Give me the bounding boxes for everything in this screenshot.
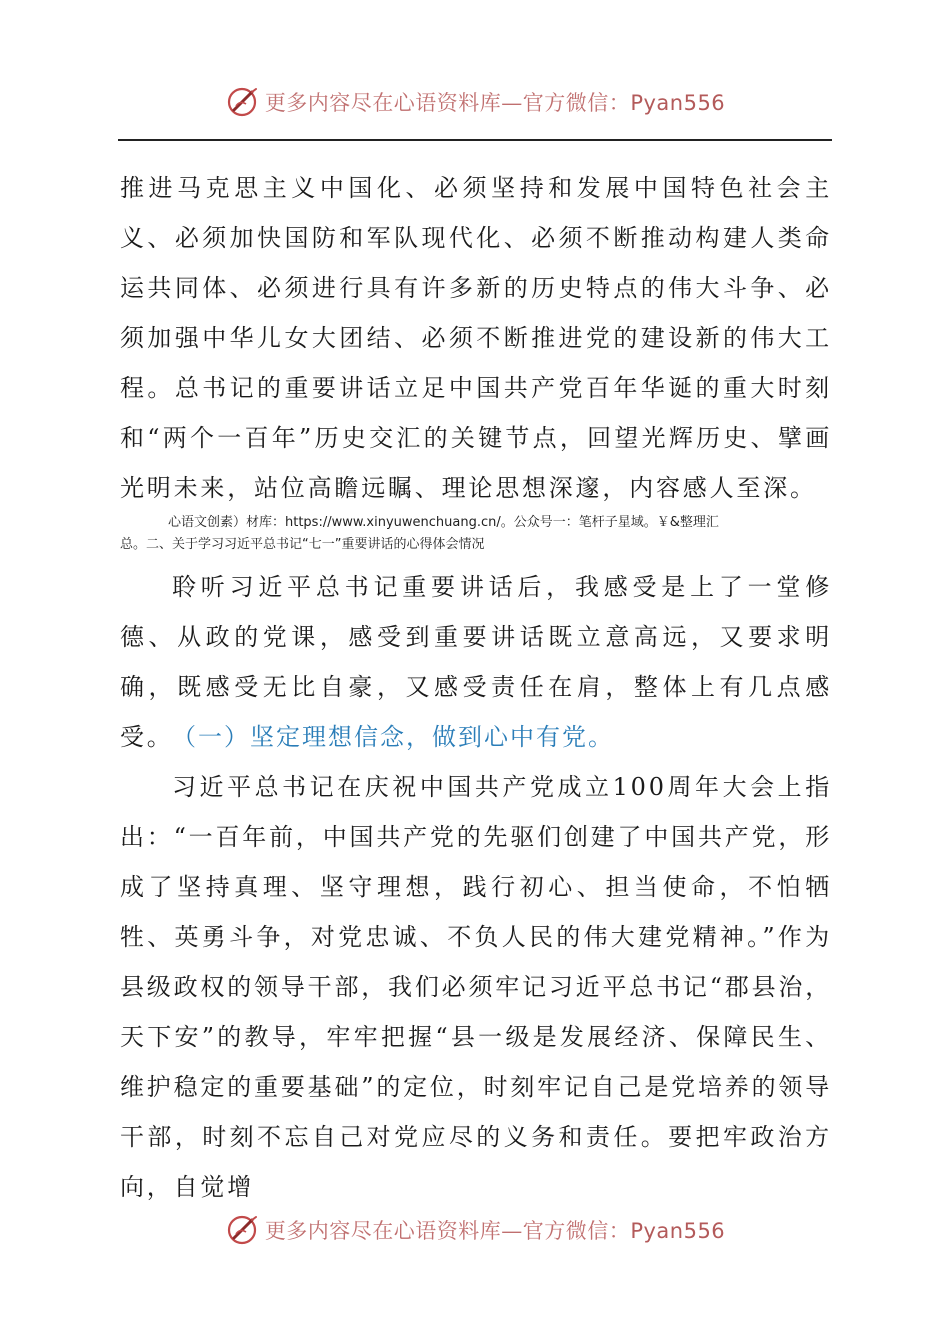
source-note: [120, 512, 832, 556]
header-divider: [118, 139, 832, 141]
pen-circle-logo-icon: [225, 84, 261, 120]
paragraph-1: 推进马克思主义中国化、必须坚持和发展中国特色社会主义、必须加快国防和军队现代化、必须不断推动构建人类命运共同体、必须进行具有许多新的历史特点的伟大斗争、必须加强中华儿女大团结、必须不断推进党的建设新的伟大工程。总书记的重要讲话立足中国共产党百年华诞的重大时刻和“两个一百年”历史交汇的关键节点，回望光辉历史、擘画光明未来，站位高瞻远瞩、理论思想深邃，内容感人至深。: [120, 174, 832, 502]
pen-circle-logo-icon: [225, 1212, 261, 1248]
section-heading-1: （一）坚定理想信念，做到心中有党。: [172, 723, 614, 751]
footer-watermark: [0, 1210, 950, 1250]
watermark-account: Pyan556: [630, 91, 726, 115]
paragraph-3: 习近平总书记在庆祝中国共产党成立100周年大会上指出：“一百年前，中国共产党的先驱们创建了中国共产党，形成了坚持真理、坚守理想，践行初心、担当使命，不怕牺牲、英勇斗争，对党忠诚、不负人民的伟大建党精神。”作为县级政权的领导干部，我们必须牢记习近平总书记“郡县治，天下安”的教导，牢牢把握“县一级是发展经济、保障民生、维护稳定的重要基础”的定位，时刻牢记自己是党培养的领导干部，时刻不忘自己对党应尽的义务和责任。要把牢政治方向，自觉增: [120, 773, 832, 1201]
source-line-1: 心语文创素）材库：https://www.xinyuwenchuang.cn/。公众号一：笔杆子星域。￥&整理汇: [168, 515, 719, 530]
watermark-account: Pyan556: [630, 1219, 726, 1243]
paragraph-2: 聆听习近平总书记重要讲话后，我感受是上了一堂修德、从政的党课，感受到重要讲话既立意高远，又要求明确，既感受无比自豪，又感受责任在肩，整体上有几点感受。: [120, 573, 832, 751]
watermark-text: 更多内容尽在心语资料库—官方微信：Pyan556: [264, 1219, 726, 1243]
source-line-2: 总。二、关于学习习近平总书记“七一”重要讲话的心得体会情况: [120, 537, 485, 552]
watermark-text: 更多内容尽在心语资料库—官方微信：Pyan556: [264, 91, 726, 115]
header-watermark: [0, 82, 950, 122]
